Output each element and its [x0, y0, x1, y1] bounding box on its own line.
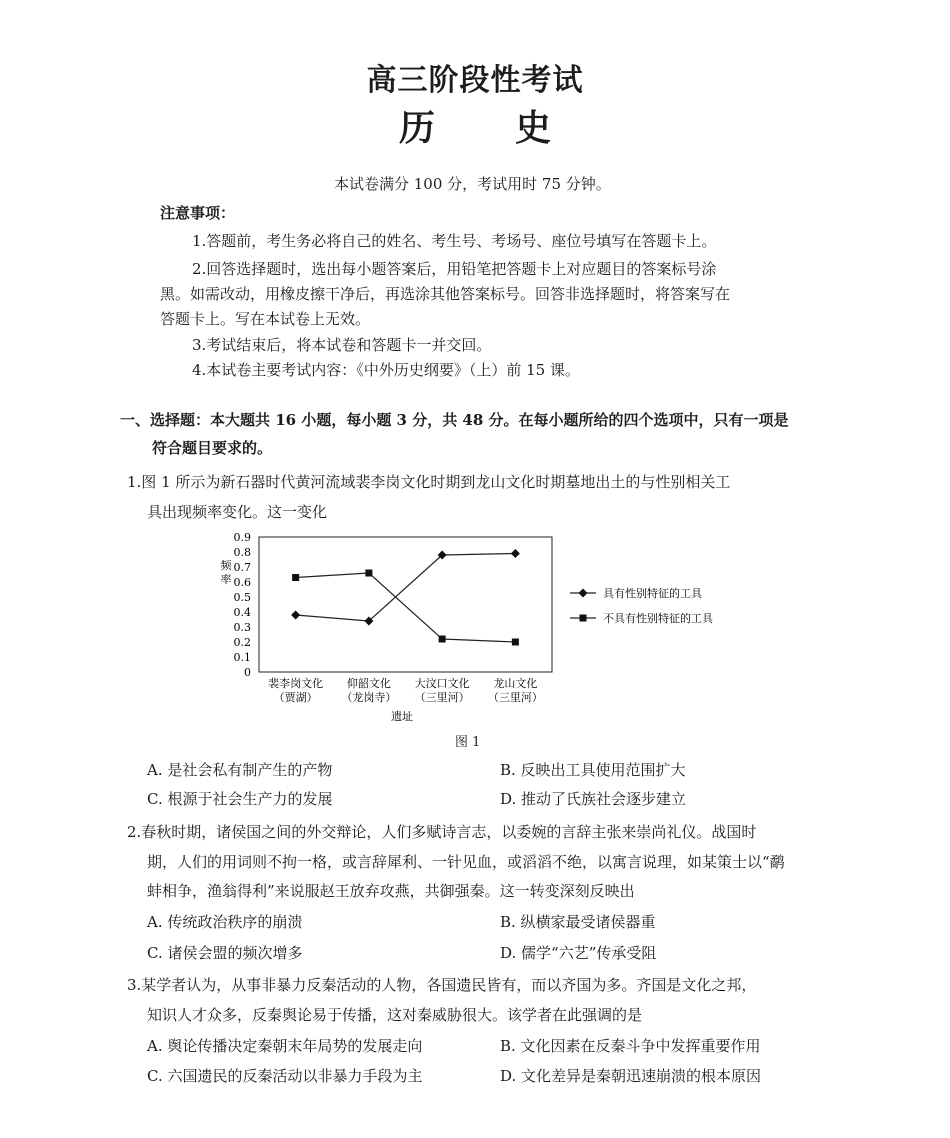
- figure-caption: 图 1: [455, 735, 481, 750]
- y-tick-labels: [234, 531, 252, 679]
- exam-title: 高三阶段性考试: [366, 63, 584, 98]
- x-tick-sublabel: （龙岗寺）: [341, 691, 397, 704]
- subject-title-left: 历: [398, 107, 435, 149]
- series-layer: [291, 549, 520, 646]
- chart-legend: [570, 586, 714, 625]
- x-tick-sublabel: （贾湖）: [273, 691, 318, 704]
- question-2-line: 期，人们的用词则不拘一格，或言辞犀利、一针见血，或滔滔不绝，以寓言说理，如某策士以“鹬: [147, 853, 785, 871]
- plot-area-frame: [259, 537, 552, 672]
- y-tick-label: 0.8: [233, 546, 251, 559]
- data-point: [512, 639, 519, 646]
- exam-summary: 本试卷满分 100 分，考试用时 75 分钟。: [334, 175, 611, 193]
- question-2-line: 2.春秋时期，诸侯国之间的外交辩论，人们多赋诗言志，以委婉的言辞主张来崇尚礼仪。战国时: [127, 823, 757, 841]
- series-line: [296, 573, 516, 642]
- legend-marker: [579, 589, 588, 598]
- section-heading-continued: 符合题目要求的。: [152, 439, 273, 457]
- x-tick-sublabel: （三里河）: [414, 691, 470, 704]
- question-1-line: 具出现频率变化。这一变化: [147, 503, 328, 521]
- y-tick-label: 0.4: [233, 606, 251, 619]
- note-line: 2.回答选择题时，选出每小题答案后，用铅笔把答题卡上对应题目的答案标号涂: [192, 260, 717, 278]
- answer-option: A. 是社会私有制产生的产物: [147, 761, 333, 779]
- y-tick-label: 0.9: [233, 531, 251, 544]
- note-line: 4.本试卷主要考试内容：《中外历史纲要》（上）前 15 课。: [192, 361, 580, 379]
- subject-title: [0, 100, 950, 151]
- answer-option: B. 文化因素在反秦斗争中发挥重要作用: [500, 1037, 761, 1055]
- y-tick-label: 0.2: [233, 636, 251, 649]
- note-line: 黑。如需改动，用橡皮擦干净后，再选涂其他答案标号。回答非选择题时，将答案写在: [160, 285, 731, 303]
- legend-label: 具有性别特征的工具: [603, 587, 702, 600]
- y-tick-label: 0.6: [233, 576, 251, 589]
- x-tick-label: 仰韶文化: [346, 677, 391, 690]
- question-2-line: 蚌相争，渔翁得利”来说服赵王放弃攻燕，共御强秦。这一转变深刻反映出: [147, 882, 635, 900]
- y-tick-label: 0: [244, 666, 251, 679]
- answer-option: C. 诸侯会盟的频次增多: [147, 944, 303, 962]
- frequency-line-chart: [0, 530, 950, 760]
- y-tick-label: 0.3: [233, 621, 251, 634]
- data-point: [365, 570, 372, 577]
- series-line: [296, 554, 516, 622]
- section-heading: 一、选择题：本大题共 16 小题，每小题 3 分，共 48 分。在每小题所给的四个选项中，只有一项是: [120, 411, 789, 429]
- answer-option: D. 文化差异是秦朝迅速崩溃的根本原因: [500, 1067, 762, 1085]
- data-point: [292, 574, 299, 581]
- data-point: [439, 636, 446, 643]
- note-line: 1.答题前，考生务必将自己的姓名、考生号、考场号、座位号填写在答题卡上。: [192, 232, 717, 250]
- note-line: 答题卡上。写在本试卷上无效。: [160, 310, 371, 328]
- notes-heading: 注意事项：: [160, 204, 236, 222]
- note-line: 3.考试结束后，将本试卷和答题卡一并交回。: [192, 336, 492, 354]
- answer-option: B. 纵横家最受诸侯器重: [500, 913, 656, 931]
- y-tick-label: 0.5: [233, 591, 251, 604]
- x-tick-sublabel: （三里河）: [487, 691, 543, 704]
- answer-option: B. 反映出工具使用范围扩大: [500, 761, 686, 779]
- x-tick-label: 龙山文化: [493, 677, 538, 690]
- answer-option: C. 六国遗民的反秦活动以非暴力手段为主: [147, 1067, 423, 1085]
- x-tick-labels: [268, 676, 543, 704]
- data-point: [291, 611, 300, 620]
- answer-option: D. 推动了氏族社会逐步建立: [500, 790, 687, 808]
- legend-marker: [580, 615, 587, 622]
- subject-title-right: 史: [515, 107, 552, 149]
- answer-option: A. 舆论传播决定秦朝末年局势的发展走向: [147, 1037, 423, 1055]
- question-3-line: 3.某学者认为，从事非暴力反秦活动的人物，各国遗民皆有，而以齐国为多。齐国是文化之邦，: [127, 976, 757, 994]
- answer-option: A. 传统政治秩序的崩溃: [147, 913, 303, 931]
- x-axis-label: 遗址: [391, 710, 413, 723]
- answer-option: D. 儒学“六艺”传承受阻: [500, 944, 657, 962]
- x-tick-label: 裴李岗文化: [268, 677, 324, 690]
- x-tick-label: 大汶口文化: [414, 677, 470, 690]
- data-point: [511, 549, 520, 558]
- y-axis-label-char: 率: [220, 573, 232, 586]
- question-1-line: 1.图 1 所示为新石器时代黄河流域裴李岗文化时期到龙山文化时期墓地出土的与性别相关工: [127, 473, 731, 491]
- y-tick-label: 0.7: [233, 561, 251, 574]
- y-axis-label-char: 频: [220, 559, 232, 572]
- legend-label: 不具有性别特征的工具: [603, 612, 713, 625]
- y-tick-label: 0.1: [233, 651, 251, 664]
- question-3-line: 知识人才众多，反秦舆论易于传播，这对秦威胁很大。该学者在此强调的是: [147, 1006, 643, 1024]
- answer-option: C. 根源于社会生产力的发展: [147, 790, 333, 808]
